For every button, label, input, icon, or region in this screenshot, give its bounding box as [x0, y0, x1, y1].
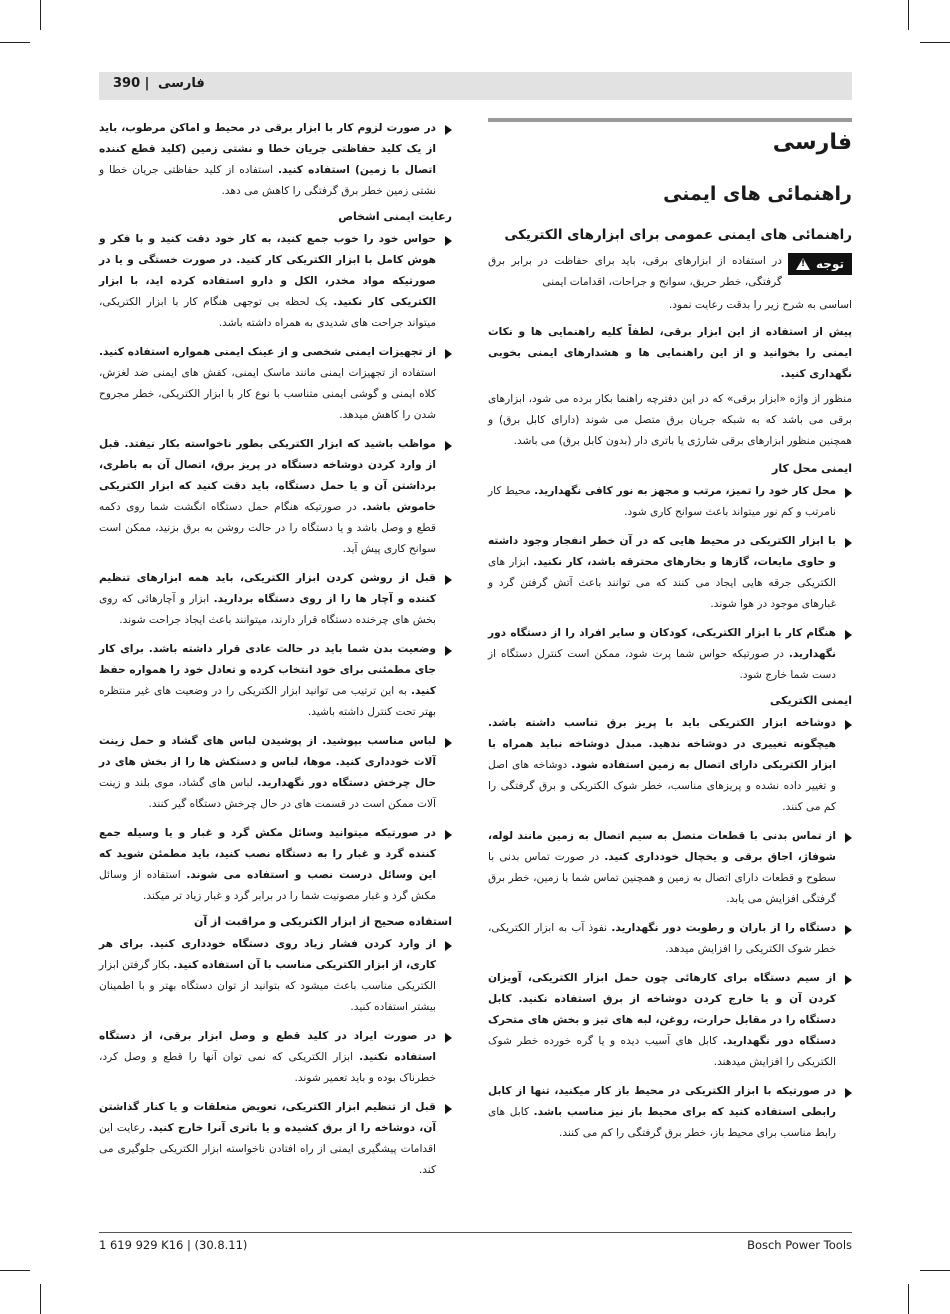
- crop-mark: [908, 0, 909, 30]
- item-bold: از تماس بدنی با قطعات متصل به سیم اتصال به زمین مانند لوله، شوفاژ، اجاق برقی و یخچال خودداری کنید.: [488, 830, 836, 863]
- item-bold: از وارد کردن فشار زیاد روی دستگاه خودداری کنید. برای هر کاری، از ابزار الکتریکی مناسب با آن استفاده کنید.: [99, 938, 436, 971]
- item-bold: در صورتیکه میتوانید وسائل مکش گرد و غبار و یا وسیله جمع کننده گرد و غبار را به دستگاه نصب کنید، باید مطمئن شوید که این وسائل درست نصب و استفاده می شوند.: [99, 827, 436, 881]
- bullet-icon: [445, 575, 452, 585]
- personal-safety-list: [99, 229, 452, 907]
- list-item: [99, 934, 452, 1018]
- list-item: [488, 623, 852, 686]
- list-item: [488, 968, 852, 1073]
- item-text: نفوذ آب به ابزار الکتریکی، خطر شوک الکتریکی را افزایش میدهد.: [488, 922, 836, 955]
- bullet-icon: [445, 1104, 452, 1114]
- list-item: [99, 118, 452, 202]
- section-subtitle: راهنمائی های ایمنی: [663, 183, 852, 205]
- bullet-icon: [445, 646, 452, 656]
- bullet-icon: [445, 738, 452, 748]
- crop-mark: [0, 1270, 30, 1271]
- list-item: [99, 434, 452, 560]
- list-item: [488, 918, 852, 960]
- bullet-icon: [845, 975, 852, 985]
- bullet-icon: [445, 1033, 452, 1043]
- read-all-instructions: پیش از استفاده از این ابزار برقی، لطفاً کلیه راهنمایی ها و نکات ایمنی را بخوانید و از این راهنمایی ها و هشدارهای ایمنی بخوبی نگهداری کنید.: [488, 326, 852, 380]
- list-item: [99, 229, 452, 334]
- item-text: کابل های رابط مناسب برای محیط باز، خطر برق گرفتگی را کم می کنند.: [488, 1106, 836, 1139]
- header-language: فارسی: [157, 76, 205, 91]
- bullet-icon: [845, 1088, 852, 1098]
- list-item: [99, 342, 452, 426]
- electrical-heading: ایمنی الکتریکی: [769, 694, 852, 707]
- item-bold: حواس خود را خوب جمع کنید، به کار خود دقت کنید و با فکر و هوش کامل با ابزار الکتریکی کار کنید. در صورت خستگی و یا در صورتیکه مواد مخدر، الکل و دارو استفاده کرده اید، با ابزار الکتریکی کار نکنید.: [99, 233, 436, 308]
- list-item: [488, 826, 852, 910]
- item-text: لباس های گشاد، موی بلند و زینت آلات ممکن است در قسمت های در حال چرخش دستگاه گیر کنند.: [99, 777, 436, 810]
- warning-triangle-icon: [796, 258, 810, 270]
- section-title: فارسی: [772, 130, 852, 155]
- item-bold: هنگام کار با ابزار الکتریکی، کودکان و سایر افراد را از دستگاه دور نگهدارید.: [488, 627, 836, 660]
- workplace-heading: ایمنی محل کار: [772, 462, 852, 475]
- left-column: [99, 118, 452, 1189]
- item-text: دوشاخه های اصل و تغییر داده نشده و پریزهای مناسب، خطر شوک الکتریکی و برق گرفتگی را کم می کنند.: [488, 759, 836, 813]
- bullet-icon: [445, 441, 452, 451]
- item-text: استفاده از کلید حفاظتی جریان خطا و نشتی زمین خطر برق گرفتگی را کاهش می دهد.: [99, 164, 436, 197]
- list-item: [99, 731, 452, 815]
- bullet-icon: [445, 236, 452, 246]
- crop-mark: [40, 1284, 41, 1314]
- footer-doc-code: 1 619 929 K16 | (30.8.11): [99, 1238, 248, 1252]
- list-item: [488, 531, 852, 615]
- item-bold: وضعیت بدن شما باید در حالت عادی قرار داشته باشد. برای کار جای مطمئنی برای خود انتخاب کرده و تعادل خود را همواره حفظ کنید.: [99, 643, 436, 697]
- footer-rule: [99, 1232, 852, 1233]
- item-bold: از تجهیزات ایمنی شخصی و از عینک ایمنی همواره استفاده کنید.: [99, 346, 436, 358]
- item-text: استفاده از تجهیزات ایمنی مانند ماسک ایمنی، کفش های ایمنی ضد لغزش، کلاه ایمنی و گوشی ایمنی متناسب با نوع کار با ابزار الکتریکی، خطر مجروح شدن را کاهش میدهد.: [99, 367, 436, 421]
- item-bold: از سیم دستگاه برای کارهائی چون حمل ابزار الکتریکی، آویزان کردن آن و یا خارج کردن دوشاخه از برق استفاده نکنید. کابل دستگاه را در مقابل حرارت، روغن، لبه های تیز و بخش های متحرک دستگاه دور نگهدارید.: [488, 972, 836, 1047]
- item-text: در صورتیکه حواس شما پرت شود، ممکن است کنترل دستگاه از دست شما خارج شود.: [488, 648, 836, 681]
- crop-mark: [908, 1284, 909, 1314]
- section-rule: [488, 118, 852, 122]
- item-text: کابل های آسیب دیده و یا گره خورده خطر شوک الکتریکی را افزایش میدهند.: [488, 1035, 836, 1068]
- footer-brand: Bosch Power Tools: [747, 1238, 852, 1252]
- bullet-icon: [445, 125, 452, 135]
- bullet-icon: [445, 349, 452, 359]
- item-text: یک لحظه بی توجهی هنگام کار با ابزار الکتریکی، میتواند جراحت های شدیدی به همراه داشته باشد.: [99, 296, 436, 329]
- crop-mark: [40, 0, 41, 30]
- term-definition: منظور از واژه «ابزار برقی» که در این دفترچه راهنما بکار برده می شود، ابزارهای برقی می باشد که به شبکه جریان برق متصل می شوند (دارای کابل برق) و همچنین منظور ابزارهای برقی شارژی یا باتری دار (بدون کابل برق) می باشد.: [488, 393, 852, 447]
- item-bold: قبل از تنظیم ابزار الکتریکی، تعویض متعلقات و یا کنار گذاشتن آن، دوشاخه را از برق کشیده و یا باتری آنرا خارج کنید.: [99, 1101, 436, 1134]
- personal-safety-heading: رعایت ایمنی اشخاص: [338, 210, 452, 223]
- list-item: [488, 481, 852, 523]
- item-text: به این ترتیب می توانید ابزار الکتریکی را در وضعیت های غیر منتظره بهتر تحت کنترل داشته باشید.: [99, 685, 436, 718]
- tool-care-list: [99, 934, 452, 1181]
- bullet-icon: [845, 630, 852, 640]
- list-item: [99, 1097, 452, 1181]
- crop-mark: [920, 1270, 950, 1271]
- item-bold: محل کار خود را تمیز، مرتب و مجهز به نور کافی نگهدارید.: [534, 485, 837, 497]
- bullet-icon: [845, 538, 852, 548]
- item-bold: مواظب باشید که ابزار الکتریکی بطور ناخواسته بکار نیفتد. قبل از وارد کردن دوشاخه دستگاه در پریز برق، اتصال آن به باطری، برداشتن آن و یا حمل دستگاه، باید دقت کنید که ابزار الکتریکی خاموش باشد.: [99, 438, 436, 513]
- bullet-icon: [445, 830, 452, 840]
- item-bold: قبل از روشن کردن ابزار الکتریکی، باید همه ابزارهای تنظیم کننده و آچار ها را از روی دستگاه بردارید.: [99, 572, 436, 605]
- warning-label: توجه: [816, 257, 844, 271]
- item-text: ابزار الکتریکی که نمی توان آنها را قطع و وصل کرد، خطرناک بوده و باید تعمیر شوند.: [99, 1051, 436, 1084]
- list-item: [99, 1026, 452, 1089]
- item-bold: لباس مناسب بپوشید. از پوشیدن لباس های گشاد و حمل زینت آلات خودداری کنید. موها، لباس و دستکش ها را از بخش های در حال چرخش دستگاه دور نگهدارید.: [99, 735, 437, 789]
- list-item: [99, 639, 452, 723]
- item-text: محیط کار نامرتب و کم نور میتواند باعث سوانح کاری شود.: [488, 485, 836, 518]
- page-header-band: [99, 72, 852, 100]
- item-bold: در صورتیکه با ابزار الکتریکی در محیط باز کار میکنید، تنها از کابل رابطی استفاده کنید که برای محیط باز نیز مناسب باشد.: [488, 1085, 836, 1118]
- page-header: [113, 76, 205, 96]
- electrical-list: [488, 713, 852, 1144]
- item-bold: دستگاه را از باران و رطوبت دور نگهدارید.: [611, 922, 837, 934]
- item-bold: دوشاخه ابزار الکتریکی باید با پریز برق تناسب داشته باشد. هیچگونه تغییری در دوشاخه ندهید. مبدل دوشاخه نباید همراه با ابزار الکتریکی دارای اتصال به زمین استفاده شود.: [488, 717, 836, 771]
- crop-mark: [920, 42, 950, 43]
- warning-badge: [788, 253, 852, 275]
- item-text: بکار گرفتن ابزار الکتریکی مناسب باعث میشود که بتوانید از توان دستگاه بهتر و با اطمینان بیشتر استفاده کنید.: [99, 959, 436, 1013]
- item-text: ابزار های الکتریکی جرقه هایی ایجاد می کنند که می توانند باعث آتش گرفتن گرد و غبارهای موجود در هوا شوند.: [488, 556, 836, 610]
- bullet-icon: [845, 925, 852, 935]
- list-item: [488, 1081, 852, 1144]
- page-number: 390: [113, 76, 141, 91]
- bullet-icon: [445, 941, 452, 951]
- warning-block: [488, 251, 852, 295]
- continued-list: [99, 118, 452, 202]
- item-bold: در صورت لزوم کار با ابزار برقی در محیط و اماکن مرطوب، باید از یک کلید حفاظتی جریان خطا و نشتی زمین (کلید قطع کننده اتصال با زمین) استفاده کنید.: [99, 122, 436, 176]
- general-heading: راهنمائی های ایمنی عمومی برای ابزارهای الکتریکی: [504, 227, 852, 243]
- item-text: در صورتیکه هنگام حمل دستگاه انگشت شما روی دکمه قطع و وصل باشد و یا دستگاه را در حالت روشن به برق بزنید، ممکن است سوانح کاری پیش آید.: [99, 501, 436, 555]
- right-column: [488, 118, 852, 1152]
- bullet-icon: [845, 720, 852, 730]
- list-item: [488, 713, 852, 818]
- item-bold: با ابزار الکتریکی در محیط هایی که در آن خطر انفجار وجود داشته و حاوی مایعات، گازها و بخارهای محترقه باشد، کار نکنید.: [488, 535, 836, 568]
- header-separator: |: [144, 76, 154, 91]
- tool-care-heading: استفاده صحیح از ابزار الکتریکی و مراقبت از آن: [194, 915, 452, 928]
- item-text: رعایت این اقدامات پیشگیری ایمنی از راه افتادن ناخواسته ابزار الکتریکی جلوگیری می کند.: [99, 1122, 436, 1176]
- item-bold: در صورت ایراد در کلید قطع و وصل ابزار برقی، از دستگاه استفاده نکنید.: [99, 1030, 436, 1063]
- crop-mark: [0, 42, 30, 43]
- list-item: [99, 568, 452, 631]
- item-text: در صورت تماس بدنی با سطوح و قطعات دارای اتصال به زمین و همچنین تماس شما با زمین، خطر برق گرفتگی افزایش می یابد.: [488, 851, 836, 905]
- item-text: استفاده از وسائل مکش گرد و غبار مصونیت شما را در برابر گرد و غبار زیاد تر میکند.: [99, 869, 436, 902]
- item-text: ابزار و آچارهائی که روی بخش های چرخنده دستگاه قرار دارند، میتوانند باعث ایجاد جراحت شوند.: [99, 593, 436, 626]
- list-item: [99, 823, 452, 907]
- bullet-icon: [845, 833, 852, 843]
- workplace-list: [488, 481, 852, 686]
- warning-text: در استفاده از ابزارهای برقی، باید برای حفاظت در برابر برق گرفتگی، خطر حریق، سوانح و جراحات، اقدامات ایمنی: [488, 255, 782, 288]
- bullet-icon: [845, 488, 852, 498]
- warning-tail: اساسی به شرح زیر را بدقت رعایت نمود.: [668, 299, 852, 311]
